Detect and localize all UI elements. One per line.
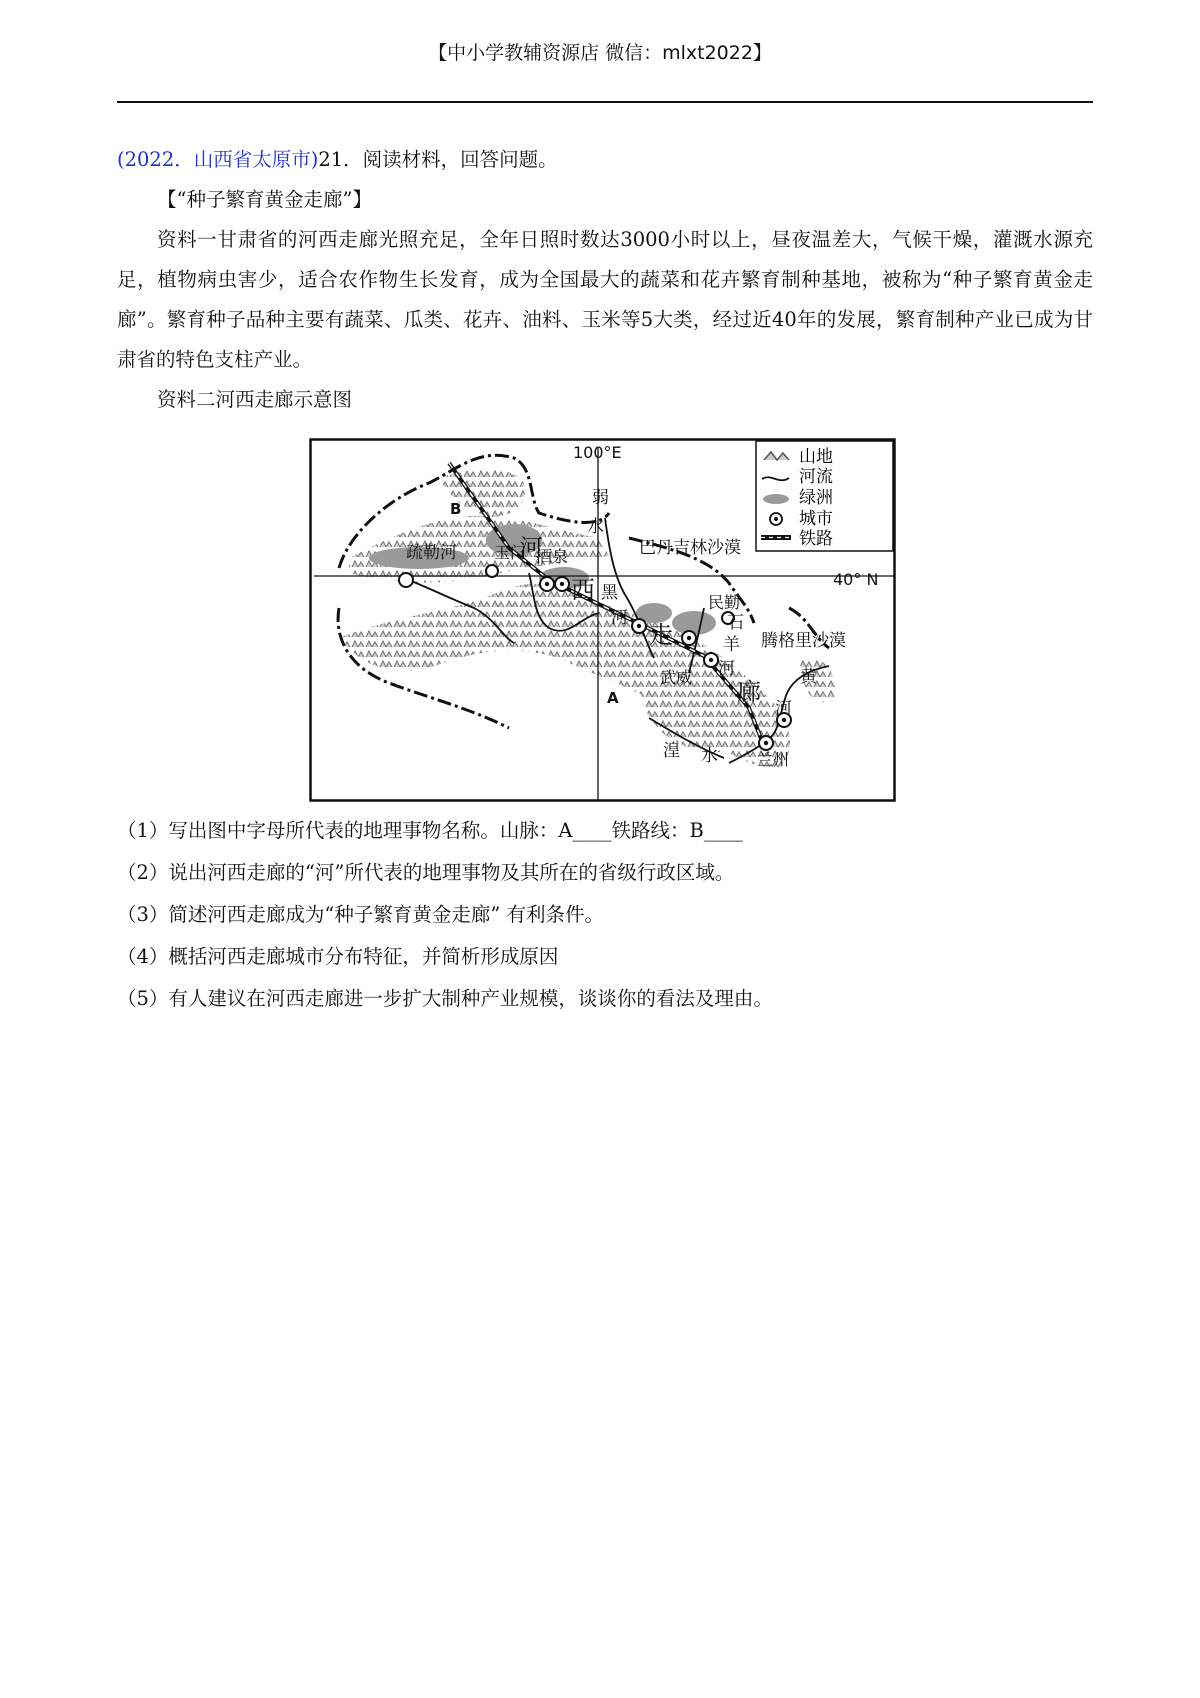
oasis-minqin — [672, 611, 716, 635]
label-huanghe-1: 黄 — [800, 667, 817, 687]
question-source: (2022．山西省太原市) — [117, 148, 319, 171]
header-rule — [117, 101, 1093, 103]
label-shulehe: 疏勒河 — [406, 543, 457, 563]
label-tengger: 腾格里沙漠 — [761, 631, 846, 651]
city-zhangye — [632, 619, 646, 633]
label-huangshui-2: 水 — [701, 746, 718, 766]
label-corridor-lang: 廊 — [737, 678, 761, 706]
label-shiyang-1: 石 — [727, 613, 744, 633]
sub-question-1: （1）写出图中字母所代表的地理事物名称。山脉：A____铁路线：B____ — [117, 819, 743, 842]
city-yumen — [486, 565, 498, 577]
legend-railway-icon — [761, 535, 791, 540]
label-shiyang-2: 羊 — [723, 635, 740, 655]
label-corridor-he: 河 — [519, 534, 543, 562]
city-jinchang — [682, 631, 696, 645]
map-svg — [309, 438, 896, 802]
label-huanghe-2: 河 — [775, 699, 792, 719]
sub-question-4: （4）概括河西走廊城市分布特征，并简析形成原因 — [117, 945, 559, 968]
legend-city-icon — [770, 513, 782, 525]
city-wuwei — [704, 653, 718, 667]
material-two-caption: 资料二河西走廊示意图 — [157, 388, 353, 411]
legend-label-river: 河流 — [799, 467, 833, 487]
legend-label-city: 城市 — [799, 509, 833, 529]
label-yumen: 玉门 — [494, 543, 527, 562]
label-heihe-2: 河 — [611, 608, 628, 628]
label-shiyang-3: 河 — [718, 659, 735, 679]
label-jiuquan: 酒泉 — [536, 547, 569, 566]
label-A: A — [607, 689, 619, 707]
label-huangshui-1: 湟 — [663, 741, 680, 761]
question-content — [117, 140, 1093, 420]
city-dunhuang — [399, 573, 413, 587]
sub-questions — [117, 810, 1093, 1020]
sub-question-2: （2）说出河西走廊的“河”所代表的地理事物及其所在的省级行政区域。 — [117, 861, 735, 884]
material-one: 资料一甘肃省的河西走廊光照充足，全年日照时数达3000小时以上，昼夜温差大，气候干燥，灌溉水源充足，植物病虫害少，适合农作物生长发育，成为全国最大的蔬菜和花卉繁育制种基地，被称为“种子繁育黄金走廊”。繁育种子品种主要有蔬菜、瓜类、花卉、油料、玉米等5大类，经过近40年的发展，繁育制种产业已成为甘肃省的特色支柱产业。 — [117, 228, 1093, 371]
label-B: B — [450, 500, 462, 518]
page-header: 【中小学教辅资源店 微信：mlxt2022】 — [428, 42, 772, 64]
question-intro — [117, 140, 1093, 180]
label-wuwei: 武威 — [660, 668, 693, 687]
hexi-corridor-map — [309, 438, 896, 802]
label-lanzhou: 兰州 — [757, 750, 790, 769]
label-badain: 巴丹吉林沙漠 — [639, 538, 741, 558]
label-ruoshui-2: 水 — [587, 517, 604, 537]
sub-question-3: （3）简述河西走廊成为“种子繁育黄金走廊” 有利条件。 — [117, 903, 605, 926]
legend-label-oasis: 绿洲 — [799, 488, 833, 508]
question-number: 21． — [318, 148, 363, 171]
label-corridor-zou: 走 — [649, 621, 673, 649]
legend-oasis-icon — [763, 494, 789, 504]
label-ruoshui-1: 弱 — [592, 488, 609, 508]
question-topic: 【“种子繁育黄金走廊”】 — [157, 188, 372, 211]
label-40n: 40° N — [833, 570, 879, 589]
city-lanzhou — [759, 736, 773, 750]
label-minqin: 民勤 — [708, 593, 741, 612]
legend-label-railway: 铁路 — [799, 529, 833, 549]
sub-question-5: （5）有人建议在河西走廊进一步扩大制种产业规模，谈谈你的看法及理由。 — [117, 987, 773, 1010]
legend-label-mountain: 山地 — [799, 447, 833, 467]
city-jiayuguan — [555, 577, 569, 591]
city-jiuquan — [540, 577, 554, 591]
label-corridor-xi: 西 — [571, 576, 595, 604]
map-legend — [756, 441, 893, 551]
label-100e: 100°E — [573, 443, 622, 462]
question-prompt: 阅读材料，回答问题。 — [362, 148, 558, 171]
label-heihe-1: 黑 — [601, 583, 618, 603]
